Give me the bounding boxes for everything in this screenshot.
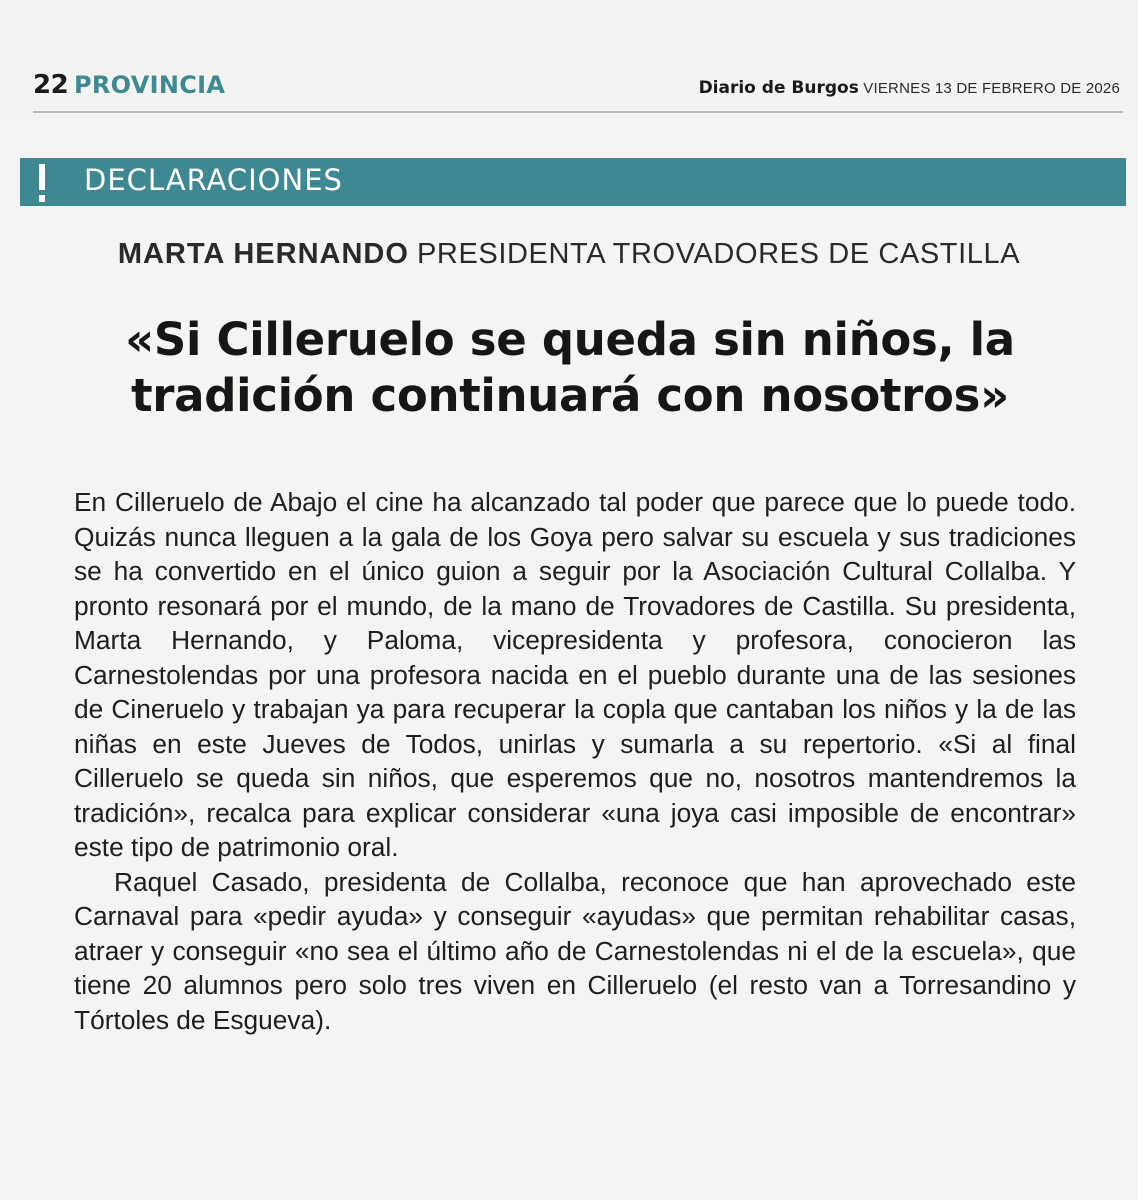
newspaper-name: Diario de Burgos [698, 78, 859, 98]
exclamation-icon [34, 160, 52, 204]
masthead [699, 78, 1120, 98]
kicker-label: DECLARACIONES [84, 163, 343, 197]
body-paragraph: En Cilleruelo de Abajo el cine ha alcanzado tal poder que parece que lo puede todo. Quizás nunca lleguen a la gala de los Goya pero salvar su escuela y sus tradiciones se ha convertido en el único guion a seguir por la Asociación Cultural Collalba. Y pronto resonará por el mundo, de la mano de Trovadores de Castilla. Su presidenta, Marta Hernando, y Paloma, vicepresidenta y profesora, conocieron las Carnestolendas por una profesora nacida en el pueblo durante una de las sesiones de Cineruelo y trabajan ya para recuperar la copla que cantaban los niños y la de las niñas en este Jueves de Todos, unirlas y sumarla a su repertorio. «Si al final Cilleruelo se queda sin niños, que esperemos que no, nosotros mantendremos la tradición», recalca para explicar considerar «una joya casi imposible de encontrar» este tipo de patrimonio oral. [74, 487, 1076, 862]
interviewee-name: MARTA HERNANDO [117, 238, 409, 270]
article-body [74, 485, 1076, 1037]
page-number: 22 [33, 70, 69, 100]
section-name: PROVINCIA [74, 71, 226, 99]
article-headline: «Si Cilleruelo se queda sin niños, la tradición continuará con nosotros» [125, 313, 1015, 422]
byline [0, 238, 1138, 271]
section-kicker-bar [20, 158, 1126, 206]
header-divider [33, 111, 1123, 113]
issue-date: VIERNES 13 DE FEBRERO DE 2026 [863, 80, 1120, 97]
page-header [0, 0, 1138, 120]
body-paragraph: Raquel Casado, presidenta de Collalba, reconoce que han aprovechado este Carnaval para «pedir ayuda» y conseguir «ayudas» que permitan rehabilitar casas, atraer y conseguir «no sea el último año de Carnestolendas ni el de la escuela», que tiene 20 alumnos pero solo tres viven en Cilleruelo (el resto van a Torresandino y Tórtoles de Esgueva). [74, 866, 1076, 1035]
interviewee-role: PRESIDENTA TROVADORES DE CASTILLA [416, 238, 1021, 270]
